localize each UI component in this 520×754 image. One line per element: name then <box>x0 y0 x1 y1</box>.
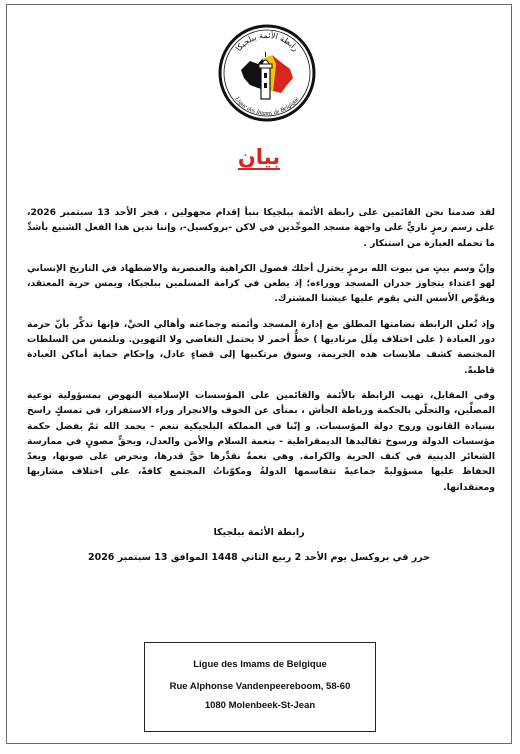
logo-arabic-text: رابطة الأئمة ببلجيكا <box>233 30 301 53</box>
signature: رابطة الأئمة ببلجيكا <box>213 527 305 538</box>
footer-address-box <box>144 642 376 732</box>
paragraph-3: وإذ تُعلن الرابطة تضامنها المطلق مع إدارة المسجد وأئمته وجماعته وأهالي الحيِّ، فإنها تذكِّر بأنّ حرمة دور العبادة ( على اختلاف مِلَل مرتاديها ) خطٌّ أحمر لا يحتمل التغاضي ولا التهوين. ونلتمس من السلطات المختصة كشف ملابسات هذه الجريمة، وسوق مرتكبيها إلى قضاءٍ عادل، وإحكام حماية أماكن العبادة قاطبةً. <box>27 318 495 376</box>
logo-latin-text: Ligue des Imams de Belgique <box>233 95 301 118</box>
footer-org-name: Ligue des Imams de Belgique <box>193 659 327 670</box>
document-title: بيان <box>237 145 281 169</box>
paragraph-1: لقد صدمنا نحن القائمين على رابطة الأئمة ببلجيكا بنبأ إقدام مجهولين ، فجر الأحد 13 سبتمبر 2026، على رسم رمزٍ نازيٍّ على واجهة مسجد الموحِّدين في لاكن -بروكسيل-، وإننا ندين هذا الفعل الشنيع بأشدِّ ما تحمله العبارة من استنكار . <box>27 207 495 249</box>
document-page <box>6 4 512 744</box>
footer-address-line1: Rue Alphonse Vandenpeereboom, 58-60 <box>169 681 351 692</box>
document-body <box>27 205 495 505</box>
date-line: حرر في بروكسل يوم الأحد 2 ربيع الثاني 1448 الموافق 13 سبتمبر 2026 <box>87 552 431 563</box>
paragraph-4: وفي المقابل، تهيب الرابطة بالأئمة والقائمين على المؤسسات الإسلامية النهوض بمسؤولية توعية المصلِّين، والتحلّي بالحكمة ورباطة الجأش ، بمنأى عن الخوف والانجرار وراء الاستفزاز، في تمسكٍ راسخ بسيادة القانون وروح دولة المؤسسات. و إنّنا في المملكة البلجيكية ننعم - بحمد الله ثمّ بفضل حكمة مؤسسات الدولة ورسوخ تقاليدها الديمقراطية - بنعمة السلام والأمن والعدل، وبحقٍّ مصونٍ في ممارسة الشعائر الدينية في كنف الحرية والكرامة. وهي نعمةٌ نقدِّرها حقَّ قدرها، ونحرص على صونها، ويعدّ الحفاظ عليها مسؤوليةً جماعيةً تتقاسمها الدولةُ ومكوّناتُ المجتمع كافةً، على اختلاف مشاربها ومعتقداتها. <box>27 389 495 493</box>
league-logo <box>217 23 317 123</box>
footer-address-line2: 1080 Molenbeek-St-Jean <box>204 700 316 711</box>
paragraph-2: وإنّ وسم بيتٍ من بيوت الله برمزٍ يختزل أحلك فصول الكراهية والعنصرية والاضطهاد في التاريخ الإنساني لهو اعتداء يتجاوز جدران المسجد ووراءه؛ إذ يطعن في كرامة المسلمين ببلجيكا، ويمس حرية المعتقد، ويقوِّض الأسس التي يقوم عليها عيشنا المشترك. <box>27 262 495 305</box>
